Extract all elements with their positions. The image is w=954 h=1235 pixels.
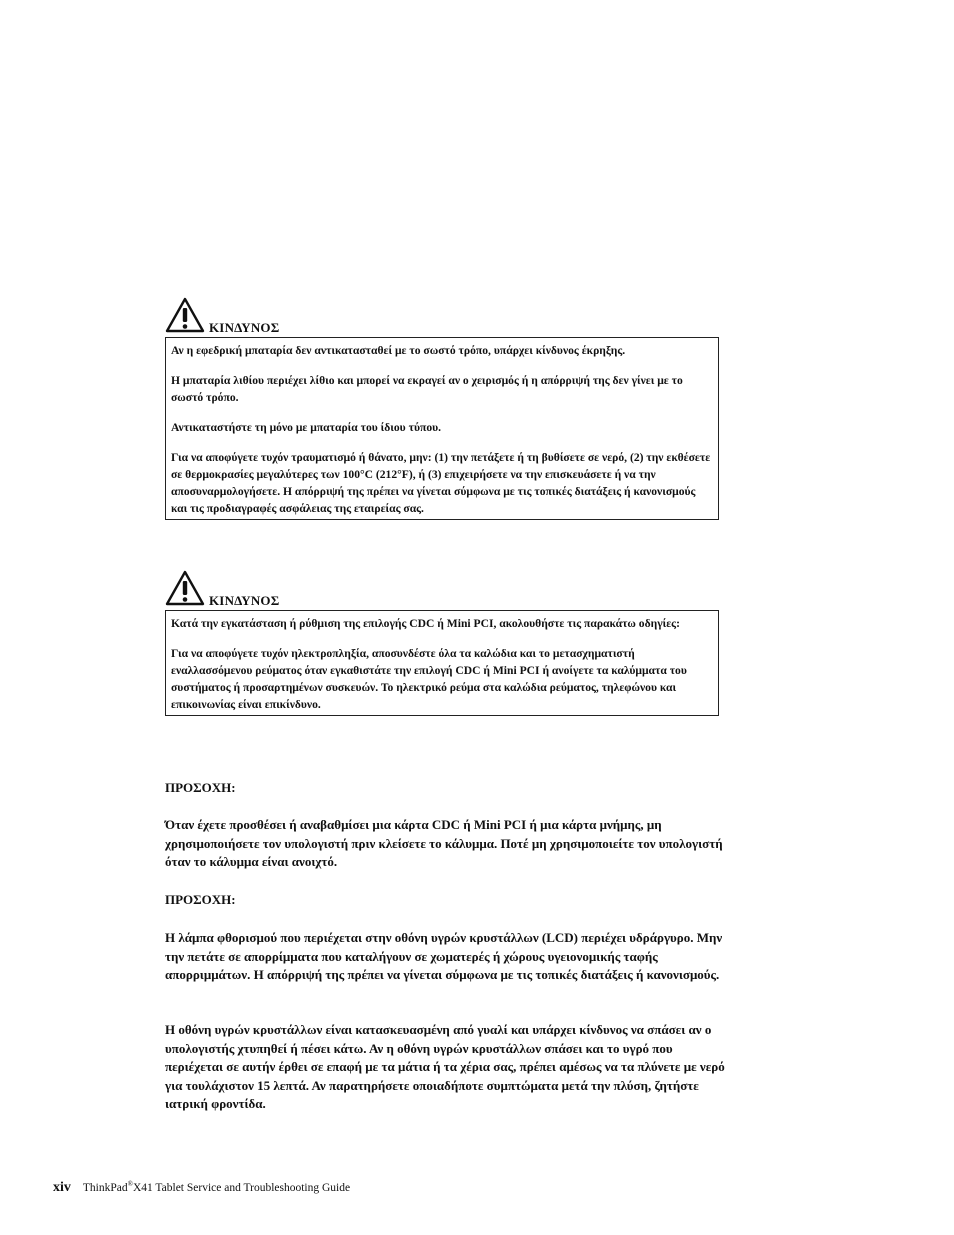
- warning-triangle-icon: [165, 570, 205, 606]
- danger-paragraph: Για να αποφύγετε τυχόν ηλεκτροπληξία, αποσυνδέστε όλα τα καλώδια και το μετασχηματιστή εναλλασσόμενου ρεύματος όταν εγκαθιστάτε την επιλογή CDC ή Mini PCI ή ανοίγετε τα καλύμματα του συστήματος ή προσαρτημένων συσκευών. Το ηλεκτρικό ρεύμα στα καλώδια ρεύματος, τηλεφώνου και επικοινωνίας είναι επικίνδυνο.: [171, 647, 687, 711]
- caution-paragraph: Η οθόνη υγρών κρυστάλλων είναι κατασκευασμένη από γυαλί και υπάρχει κίνδυνος να σπάσει αν ο υπολογιστής χτυπηθεί ή πέσει κάτω. Αν η οθόνη υγρών κρυστάλλων σπάσει και το υγρό που περιέχεται σε αυτήν έρθει σε επαφή με τα μάτια ή τα χέρια σας, πρέπει αμέσως να τα πλύνετε με νερό για τουλάχιστον 15 λεπτά. Αν παρατηρήσετε οποιαδήποτε συμπτώματα μετά την πλύση, ζητήστε ιατρική φροντίδα.: [165, 1022, 725, 1112]
- caution-paragraph: Η λάμπα φθορισμού που περιέχεται στην οθόνη υγρών κρυστάλλων (LCD) περιέχει υδράργυρο. Μην την πετάτε σε απορρίμματα που καταλήγουν σε χωματερές ή χώρους υγειονομικής ταφής απορριμμάτων. Η απόρριψή της πρέπει να γίνεται σύμφωνα με τις τοπικές διατάξεις ή κανονισμούς.: [165, 930, 723, 983]
- danger-header: [165, 570, 719, 610]
- danger-title: ΚΙΝΔΥΝΟΣ: [209, 320, 280, 335]
- warning-triangle-icon: [165, 297, 205, 333]
- caution-text: [165, 816, 725, 872]
- footer-brand: ThinkPad: [82, 1182, 128, 1194]
- caution-text: [165, 929, 725, 985]
- footer-title: X41 Tablet Service and Troubleshooting Guide: [132, 1182, 351, 1194]
- danger-notice-cdc-mini-pci: [165, 570, 719, 716]
- danger-paragraph: Η μπαταρία λιθίου περιέχει λίθιο και μπορεί να εκραγεί αν ο χειρισμός ή η απόρριψή της δεν γίνει με το σωστό τρόπο.: [171, 374, 683, 404]
- danger-title: ΚΙΝΔΥΝΟΣ: [209, 593, 280, 608]
- page-number: xiv: [53, 1180, 71, 1195]
- caution-paragraph: Όταν έχετε προσθέσει ή αναβαθμίσει μια κάρτα CDC ή Mini PCI ή μια κάρτα μνήμης, μη χρησιμοποιήσετε τον υπολογιστή πριν κλείσετε το κάλυμμα. Ποτέ μη χρησιμοποιείτε τον υπολογιστή όταν το κάλυμμα είναι ανοιχτό.: [165, 817, 723, 870]
- danger-paragraph: Κατά την εγκατάσταση ή ρύθμιση της επιλογής CDC ή Mini PCI, ακολουθήστε τις παρακάτω οδηγίες:: [171, 617, 680, 630]
- danger-box: [165, 337, 719, 520]
- registered-mark: ®: [127, 1180, 133, 1188]
- danger-notice-battery: [165, 297, 719, 520]
- danger-header: [165, 297, 719, 337]
- danger-paragraph: Αν η εφεδρική μπαταρία δεν αντικατασταθεί με το σωστό τρόπο, υπάρχει κίνδυνος έκρηξης.: [171, 344, 626, 357]
- danger-paragraph: Αντικαταστήστε τη μόνο με μπαταρία του ίδιου τύπου.: [171, 421, 442, 434]
- caution-text: [165, 1021, 725, 1114]
- danger-paragraph: Για να αποφύγετε τυχόν τραυματισμό ή θάνατο, μην: (1) την πετάξετε ή τη βυθίσετε σε νερό, (2) την εκθέσετε σε θερμοκρασίες μεγαλύτερες των 100°C (212°F), ή (3) επιχειρήσετε να την επισκευάσετε ή να την αποσυναρμολογήσετε. Η απόρριψή της πρέπει να γίνεται σύμφωνα με τις τοπικές διατάξεις ή κανονισμούς και τις προδιαγραφές ασφάλειας της εταιρείας σας.: [171, 451, 711, 515]
- danger-box: [165, 610, 719, 716]
- caution-label: ΠΡΟΣΟΧΗ:: [165, 780, 236, 795]
- caution-label: ΠΡΟΣΟΧΗ:: [165, 892, 236, 907]
- page-footer: [53, 1180, 350, 1196]
